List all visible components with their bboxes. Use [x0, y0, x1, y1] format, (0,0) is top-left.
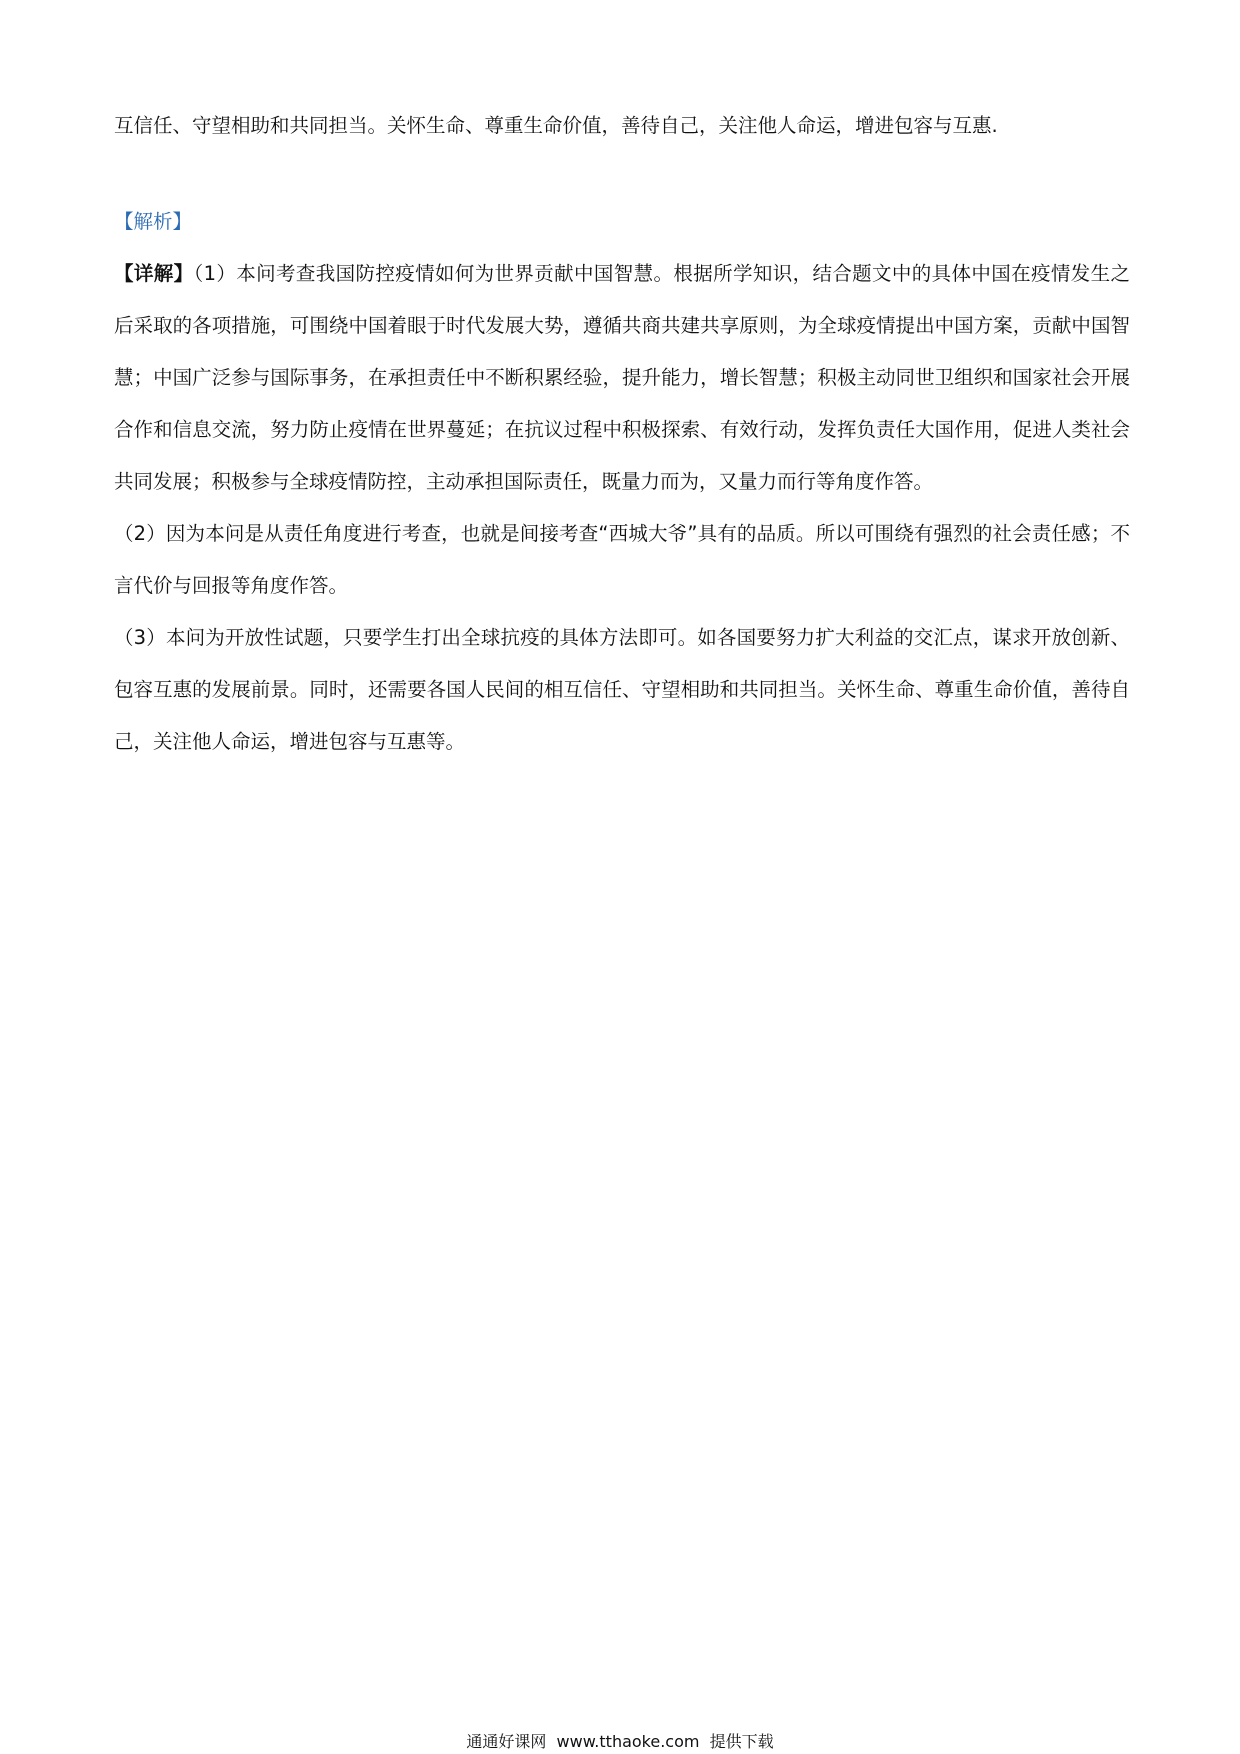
answer-1-paragraph [114, 248, 1130, 508]
answer-1-text: （1）本问考查我国防控疫情如何为世界贡献中国智慧。根据所学知识，结合题文中的具体中国在疫情发生之后采取的各项措施，可围绕中国着眼于时代发展大势，遵循共商共建共享原则，为全球疫情提出中国方案，贡献中国智慧；中国广泛参与国际事务，在承担责任中不断积累经验，提升能力，增长智慧；积极主动同世卫组织和国家社会开展合作和信息交流，努力防止疫情在世界蔓延；在抗议过程中积极探索、有效行动，发挥负责任大国作用，促进人类社会共同发展；积极参与全球疫情防控，主动承担国际责任，既量力而为，又量力而行等角度作答。 [114, 262, 1130, 493]
analysis-label: 【解析】 [114, 210, 193, 233]
answer-3-paragraph: （3）本问为开放性试题，只要学生打出全球抗疫的具体方法即可。如各国要努力扩大利益的交汇点，谋求开放创新、包容互惠的发展前景。同时，还需要各国人民间的相互信任、守望相助和共同担当。关怀生命、尊重生命价值，善待自己，关注他人命运，增进包容与互惠等。 [114, 626, 1130, 753]
document-body [114, 100, 1130, 768]
answer-2-paragraph: （2）因为本问是从责任角度进行考查，也就是间接考查“西城大爷”具有的品质。所以可围绕有强烈的社会责任感；不言代价与回报等角度作答。 [114, 522, 1130, 597]
detail-label: 【详解】 [114, 262, 194, 285]
intro-paragraph: 互信任、守望相助和共同担当。关怀生命、尊重生命价值，善待自己，关注他人命运，增进包容与互惠. [114, 114, 998, 137]
page-footer: 通通好课网 www.tthaoke.com 提供下载 [466, 1732, 774, 1751]
